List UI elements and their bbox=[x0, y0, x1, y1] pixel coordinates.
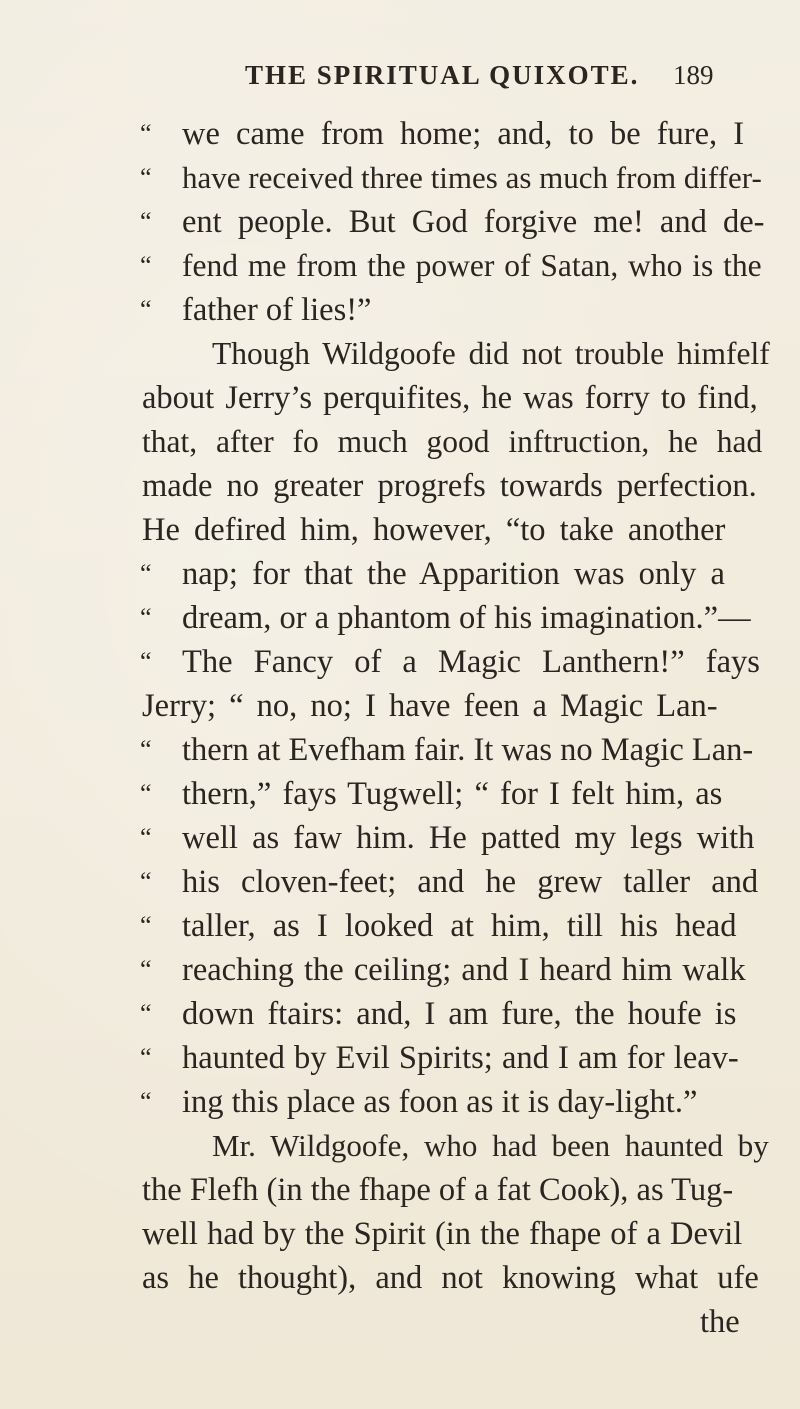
page-number: 189 bbox=[673, 60, 714, 90]
line-text: taller, as I looked at him, till his head bbox=[182, 908, 737, 944]
line-text: He defired him, however, “to take another bbox=[142, 512, 726, 548]
line-text: his cloven-feet; and he grew taller and bbox=[182, 864, 759, 900]
line-text: well as faw him. He patted my legs with bbox=[182, 820, 755, 856]
line-text: well had by the Spirit (in the fhape of a Devil bbox=[142, 1216, 743, 1252]
quote-mark: “ bbox=[140, 1043, 151, 1072]
line-text: about Jerry’s perquifites, he was forry to find, bbox=[142, 380, 758, 416]
catchword: the bbox=[700, 1304, 740, 1340]
quote-mark: “ bbox=[140, 163, 151, 192]
quote-mark: “ bbox=[140, 207, 151, 236]
line-text: Though Wildgoofe did not trouble himfelf bbox=[212, 336, 770, 371]
line-text: down ftairs: and, I am fure, the houfe is bbox=[182, 996, 737, 1032]
page-header bbox=[245, 60, 765, 100]
quote-mark: “ bbox=[140, 119, 151, 148]
line-text: ing this place as foon as it is day-light.” bbox=[182, 1084, 698, 1120]
quote-mark: “ bbox=[140, 603, 151, 632]
line-text: dream, or a phantom of his imagination.”— bbox=[182, 600, 751, 636]
quote-mark: “ bbox=[140, 1087, 151, 1116]
line-text: nap; for that the Apparition was only a bbox=[182, 556, 725, 592]
line-text: thern,” fays Tugwell; “ for I felt him, as bbox=[182, 776, 723, 812]
line-text: thern at Evefham fair. It was no Magic Lan- bbox=[182, 732, 754, 768]
line-text: father of lies!” bbox=[182, 292, 372, 328]
line-text: haunted by Evil Spirits; and I am for leav- bbox=[182, 1040, 739, 1076]
quote-mark: “ bbox=[140, 647, 151, 676]
line-text: The Fancy of a Magic Lanthern!” fays bbox=[182, 644, 760, 680]
quote-mark: “ bbox=[140, 251, 151, 280]
line-text: that, after fo much good inftruction, he had bbox=[142, 424, 763, 459]
quote-mark: “ bbox=[140, 779, 151, 808]
quote-mark: “ bbox=[140, 823, 151, 852]
line-text: made no greater progrefs towards perfection. bbox=[142, 468, 757, 504]
line-text: have received three times as much from differ- bbox=[182, 160, 762, 195]
quote-mark: “ bbox=[140, 911, 151, 940]
line-text: the Flefh (in the fhape of a fat Cook), as Tug- bbox=[142, 1172, 734, 1208]
running-title: THE SPIRITUAL QUIXOTE. bbox=[245, 60, 640, 90]
quote-mark: “ bbox=[140, 559, 151, 588]
quote-mark: “ bbox=[140, 999, 151, 1028]
quote-mark: “ bbox=[140, 295, 151, 324]
line-text: Mr. Wildgoofe, who had been haunted by bbox=[212, 1128, 769, 1163]
line-text: we came from home; and, to be fure, I bbox=[182, 116, 745, 152]
line-text: as he thought), and not knowing what ufe bbox=[142, 1260, 759, 1296]
quote-mark: “ bbox=[140, 955, 151, 984]
line-text: reaching the ceiling; and I heard him walk bbox=[182, 952, 746, 988]
line-text: ent people. But God forgive me! and de- bbox=[182, 204, 765, 240]
line-text: fend me from the power of Satan, who is the bbox=[182, 248, 762, 283]
quote-mark: “ bbox=[140, 735, 151, 764]
quote-mark: “ bbox=[140, 867, 151, 896]
line-text: Jerry; “ no, no; I have feen a Magic Lan- bbox=[142, 688, 718, 724]
